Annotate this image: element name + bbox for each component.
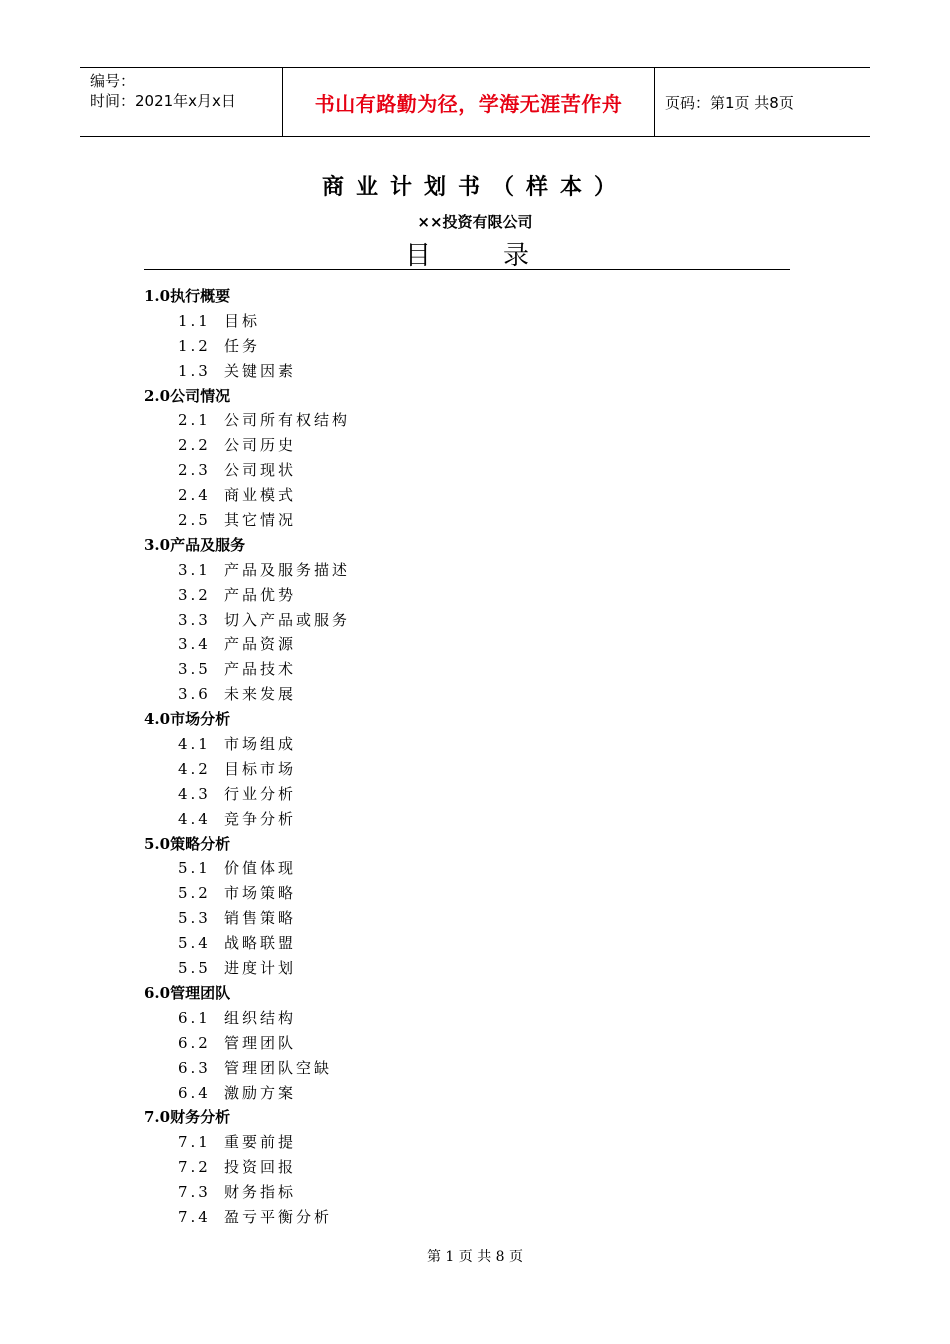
toc-subsection xyxy=(144,583,744,608)
toc-subsection-label: 进度计划 xyxy=(224,959,297,978)
toc-section-number: 5.0 xyxy=(144,834,171,853)
toc-subsection-label: 公司历史 xyxy=(224,436,297,455)
toc-subsection xyxy=(144,1130,744,1155)
toc-section xyxy=(144,832,744,857)
toc-section xyxy=(144,384,744,409)
toc-subsection-label: 任务 xyxy=(224,336,261,355)
toc-subsection xyxy=(144,732,744,757)
toc-subsection-number: 2.3 xyxy=(178,461,211,480)
toc-subsection-number: 2.2 xyxy=(178,436,211,455)
toc-subsection xyxy=(144,1006,744,1031)
header-motto-cell xyxy=(282,68,655,136)
toc-section-number: 6.0 xyxy=(144,983,171,1002)
toc-subsection-number: 3.3 xyxy=(178,610,211,629)
toc-subsection-label: 组织结构 xyxy=(224,1008,297,1027)
toc-subsection-label: 重要前提 xyxy=(224,1133,297,1152)
toc-subsection-number: 4.4 xyxy=(178,809,211,828)
document-number-label: 编号： xyxy=(90,72,136,90)
toc-subsection xyxy=(144,1031,744,1056)
toc-section xyxy=(144,284,744,309)
toc-subsection-label: 市场策略 xyxy=(224,884,297,903)
toc-subsection xyxy=(144,408,744,433)
toc-subsection-label: 未来发展 xyxy=(224,685,297,704)
toc-subsection xyxy=(144,956,744,981)
toc-subsection-label: 其它情况 xyxy=(224,511,297,530)
toc-subsection-label: 盈亏平衡分析 xyxy=(224,1207,333,1226)
toc-subsection xyxy=(144,508,744,533)
document-title: 商业计划书（样本） xyxy=(321,175,628,200)
toc-subsection-label: 竞争分析 xyxy=(224,809,297,828)
toc-subsection-number: 1.3 xyxy=(178,361,211,380)
toc-section-label: 公司情况 xyxy=(170,386,231,405)
toc-subsection-label: 产品资源 xyxy=(224,635,297,654)
toc-subsection-label: 财务指标 xyxy=(224,1183,297,1202)
toc-subsection xyxy=(144,433,744,458)
page-footer: 第 1 页 共 8 页 xyxy=(426,1249,524,1265)
toc-subsection-label: 产品及服务描述 xyxy=(224,560,351,579)
toc-subsection-number: 4.2 xyxy=(178,759,211,778)
toc-heading: 目录 xyxy=(144,240,790,270)
toc-subsection-number: 6.2 xyxy=(178,1033,211,1052)
toc-subsection-number: 4.3 xyxy=(178,784,211,803)
toc-section-label: 执行概要 xyxy=(170,287,231,305)
toc-section-label: 市场分析 xyxy=(170,710,231,729)
toc-subsection-number: 7.3 xyxy=(178,1183,211,1202)
toc-subsection-label: 关键因素 xyxy=(224,361,297,380)
toc-subsection xyxy=(144,483,744,508)
toc-subsection-number: 5.3 xyxy=(178,909,211,928)
toc-subsection xyxy=(144,682,744,707)
toc-subsection-label: 公司现状 xyxy=(224,461,297,480)
toc-subsection xyxy=(144,608,744,633)
toc-section-label: 管理团队 xyxy=(170,983,231,1002)
toc-subsection xyxy=(144,458,744,483)
toc-subsection xyxy=(144,1180,744,1205)
toc-subsection xyxy=(144,757,744,782)
toc-subsection xyxy=(144,856,744,881)
toc-subsection xyxy=(144,309,744,334)
toc-section-label: 财务分析 xyxy=(170,1108,231,1127)
toc-subsection-number: 4.1 xyxy=(178,735,211,754)
toc-section-number: 7.0 xyxy=(144,1108,171,1127)
toc-subsection-label: 激励方案 xyxy=(224,1083,297,1102)
toc-subsection-number: 6.1 xyxy=(178,1008,211,1027)
toc-section-label: 策略分析 xyxy=(170,834,231,853)
toc-subsection-label: 管理团队 xyxy=(224,1033,297,1052)
toc-subsection-number: 5.2 xyxy=(178,884,211,903)
toc-subsection-label: 切入产品或服务 xyxy=(224,610,351,629)
toc-subsection-label: 商业模式 xyxy=(224,486,297,505)
toc-subsection-number: 6.4 xyxy=(178,1083,211,1102)
toc-section xyxy=(144,1105,744,1130)
toc-subsection xyxy=(144,632,744,657)
toc-subsection-label: 管理团队空缺 xyxy=(224,1058,333,1077)
toc-section-number: 2.0 xyxy=(144,386,171,405)
toc-subsection-label: 产品技术 xyxy=(224,660,297,679)
toc-subsection-label: 产品优势 xyxy=(224,585,297,604)
toc-subsection-number: 2.1 xyxy=(178,411,211,430)
toc-subsection xyxy=(144,657,744,682)
toc-subsection-label: 目标 xyxy=(224,311,261,330)
toc-subsection xyxy=(144,782,744,807)
toc-subsection-number: 3.4 xyxy=(178,635,211,654)
toc-subsection-number: 7.2 xyxy=(178,1158,211,1177)
toc-subsection-number: 3.5 xyxy=(178,660,211,679)
toc-section-number: 3.0 xyxy=(144,535,171,554)
toc-subsection-number: 3.6 xyxy=(178,685,211,704)
toc-subsection-number: 7.4 xyxy=(178,1207,211,1226)
toc-subsection-label: 目标市场 xyxy=(224,759,297,778)
toc-subsection xyxy=(144,1056,744,1081)
toc-subsection xyxy=(144,359,744,384)
toc-subsection-number: 1.2 xyxy=(178,336,211,355)
toc-subsection-number: 5.4 xyxy=(178,934,211,953)
toc-subsection-label: 公司所有权结构 xyxy=(224,411,351,430)
toc-subsection-label: 销售策略 xyxy=(224,909,297,928)
header-meta xyxy=(80,68,282,136)
header-page-info: 页码：第1页 共8页 xyxy=(665,93,794,112)
toc-subsection-number: 2.4 xyxy=(178,486,211,505)
toc-subsection-number: 5.5 xyxy=(178,959,211,978)
toc-subsection xyxy=(144,334,744,359)
toc-subsection xyxy=(144,558,744,583)
header-motto: 书山有路勤为径，学海无涯苦作舟 xyxy=(314,91,623,116)
toc-section-number: 1.0 xyxy=(144,287,171,305)
document-date: 时间：2021年x月x日 xyxy=(90,92,236,110)
toc-section xyxy=(144,533,744,558)
toc-subsection-number: 1.1 xyxy=(178,311,211,330)
page-header xyxy=(80,67,870,137)
toc-subsection-label: 价值体现 xyxy=(224,859,297,878)
table-of-contents xyxy=(144,284,744,1230)
toc-subsection-label: 投资回报 xyxy=(224,1158,297,1177)
toc-subsection xyxy=(144,807,744,832)
toc-subsection xyxy=(144,931,744,956)
toc-subsection-number: 6.3 xyxy=(178,1058,211,1077)
toc-section xyxy=(144,707,744,732)
toc-subsection-label: 行业分析 xyxy=(224,784,297,803)
toc-subsection-label: 战略联盟 xyxy=(224,934,297,953)
toc-subsection xyxy=(144,1205,744,1230)
toc-subsection xyxy=(144,1081,744,1106)
toc-subsection-number: 3.2 xyxy=(178,585,211,604)
toc-subsection xyxy=(144,1155,744,1180)
toc-subsection-number: 3.1 xyxy=(178,560,211,579)
toc-section-number: 4.0 xyxy=(144,710,171,729)
toc-subsection-number: 5.1 xyxy=(178,859,211,878)
toc-subsection-label: 市场组成 xyxy=(224,735,297,754)
company-name: ××投资有限公司 xyxy=(417,213,533,231)
toc-section-label: 产品及服务 xyxy=(170,535,246,554)
toc-subsection xyxy=(144,906,744,931)
toc-section xyxy=(144,981,744,1006)
toc-subsection xyxy=(144,881,744,906)
toc-subsection-number: 7.1 xyxy=(178,1133,211,1152)
toc-subsection-number: 2.5 xyxy=(178,511,211,530)
